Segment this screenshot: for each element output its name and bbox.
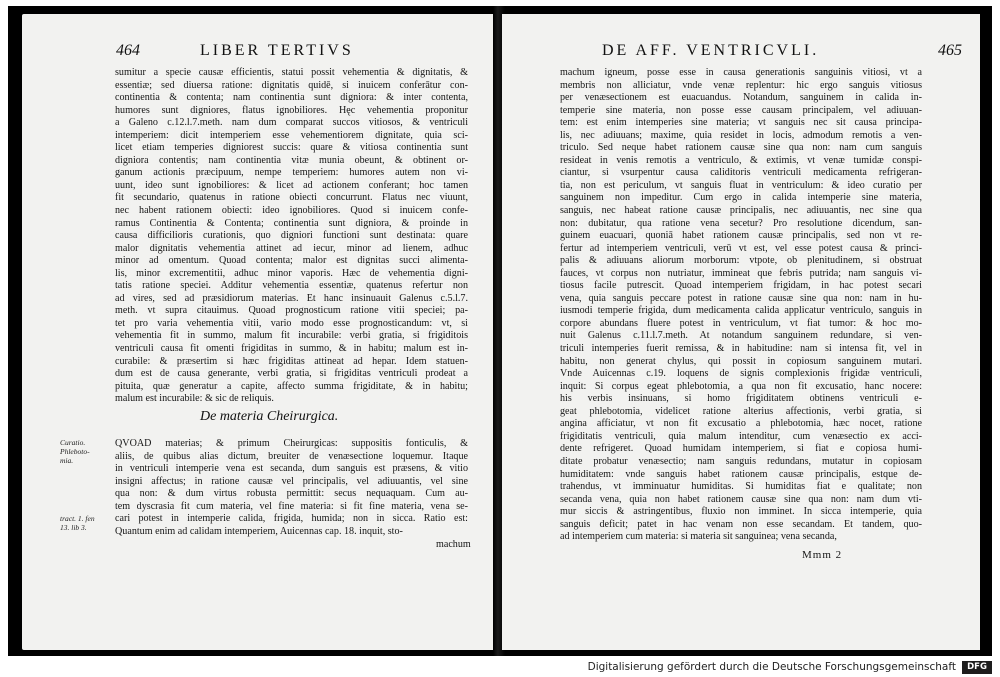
signature-mark: Mmm 2 [802, 549, 843, 561]
right-text-line: temperie sine materia, non posse esse causam principalem, vel adiuuan- [560, 104, 922, 116]
catchword: machum [436, 539, 471, 550]
left-text-top-line: tet pro varia vehementia vitii, vario modo esse prognosticandum: vt, si [115, 317, 468, 329]
right-text-line: nuit Galenus c.11.l.7.meth. At notandum sanguinem redundare, si ven- [560, 330, 922, 342]
right-text-line: humiditatem: vnde sanguis habet rationem causæ principalis, estque de- [560, 468, 922, 480]
right-text-line: mur siccis & astringentibus, fluxio non imminet. In sicca intemperie, quia [560, 506, 922, 518]
right-text-line: fauces, vt corpus non nutriatur, immineat que febris putrida; nam sanguis vi- [560, 267, 922, 279]
right-text-line: per venæsectionem est euacuandus. Notandum, sanguinem in calida in- [560, 92, 922, 104]
left-text-top-line: meth. vt supra citauimus. Quoad prognosticum ratione vitii speciei; pa- [115, 305, 468, 317]
left-text-top-line: uunt, ideo sunt ignobiliores: & licet ad actionem conferant; hoc tamen [115, 179, 468, 191]
left-text-top-line: minor ad omentum. Quoad contenta; malor est dignitas succi alimenta- [115, 255, 468, 267]
left-text-bottom-line: tem dyscrasia fit cum materia, vel fine materia: si fit fine materia, vena se- [115, 500, 468, 512]
funding-notice: Digitalisierung gefördert durch die Deutsche Forschungsgemeinschaft [587, 661, 956, 673]
right-text-line: vena, quia sanguis peccare potest in ratione causæ sine qua non: nam in hu- [560, 292, 922, 304]
left-text-top-line: tatis ratione speciei. Additur vehementia essentiæ, quatenus refertur non [115, 280, 468, 292]
left-running-head: LIBER TERTIVS [200, 42, 354, 59]
dfg-logo: DFG [962, 661, 992, 674]
left-text-top-line: ganum actionis præcipuum, nempe temperiem: humores autem non vi- [115, 167, 468, 179]
right-text-line: sanguinem non impeditur. Cum ergo in calida intemperie sine materia, [560, 192, 922, 204]
right-text-line: angina afficiatur, vt non fit excusatio a phlebotomia, hæc nocet, ratione [560, 418, 922, 430]
right-text-line: sanguis deficit; patet in hac venam non esse secandam. Et tandem, quo- [560, 518, 922, 530]
footer-bar [0, 660, 1000, 677]
right-text-line: his verbis insinuans, si homo frigiditatem obtinens ventriculi e- [560, 393, 922, 405]
right-text-line: trahendus, vt imminuatur humiditas. Si humiditas fiat e qualitate; non [560, 481, 922, 493]
left-text-top-line: vehementia fit in summo, malum fit incurabile: verbi gratia, si frigiditois [115, 330, 468, 342]
right-text-line: inquit: Si corpus egeat phlebotomia, a qua non fit excusatio, hanc nocere: [560, 380, 922, 392]
right-text-line: geat phlebotomia, videlicet ratione alterius affectionis, verbi gratia, si [560, 405, 922, 417]
right-text-line: ciantur, si vsurpentur causa caliditoris ventriculi medicamenta refrigeran- [560, 167, 922, 179]
left-page [22, 14, 496, 650]
left-text-top-line: malum est incurabile: & sic de reliquis. [115, 393, 274, 405]
book-scan [8, 6, 992, 656]
left-text-bottom-line: QVOAD materias; & primum Cheirurgicas: suppositis fonticulis, & [115, 438, 468, 449]
right-text-line: membris non alliciatur, vnde venæ replentur: hic ergo sanguis vitiosus [560, 79, 922, 91]
right-text-line: lis, nec adiuuans; maxime, quia residet in locis, admodum remotis a ven- [560, 129, 922, 141]
left-text-top-line: a Galeno c.12.l.7.meth. nam dum comparat succos vitiosos, & ventriculi [115, 117, 468, 129]
left-text-top-line: essentiæ; sed diuersa ratione: dignitatis quidē, si inuicem conferātur con- [115, 79, 468, 91]
right-text-line: machum igneum, posse esse in causa generationis sanguinis vitiosi, vt a [560, 67, 922, 78]
left-text-top-line: licet etiam temperies digniorest succis: quare & vitiosa continentia sunt [115, 142, 468, 154]
right-text-line: fertur ad intemperiem ventriculi, verū vt est, vel esse potest causa & princi- [560, 242, 922, 254]
right-running-head: DE AFF. VENTRICVLI. [602, 42, 820, 59]
right-page [502, 14, 980, 650]
left-text-bottom-line: aliis, de quibus alias dictum, breuiter de venæsectione loquemur. Itaque [115, 450, 468, 462]
left-text-top [115, 67, 468, 406]
right-text-line: frigiditatis ventriculi, quia malum intenditur, cum venæsectio ex acci- [560, 430, 922, 442]
left-text-top-line: dum est de causa generante, verbi gratia, si frigiditas ventriculi prodeat a [115, 368, 468, 380]
left-text-bottom-line: qua non: & dum virtus robusta permittit: secus nequaquam. Cum au- [115, 488, 468, 500]
right-text-line: non: dubitatur, qua ratione vena secetur? Pro resolutione dicendum, san- [560, 217, 922, 229]
left-text-top-line: digniora contentis; nam continentia vitæ munia obeunt, & obtinent or- [115, 154, 468, 166]
left-text-top-line: ventriculi causa fit omenti frigiditas in summo, & in habitu; malum est in- [115, 343, 468, 355]
right-text-line: corpore abundans fluere potest in ventriculum, vt fiat tumor: & hoc mo- [560, 317, 922, 329]
left-text-bottom-line: in ventriculi intemperie vena est secanda, dum sanguis est præsens, & vitio [115, 463, 468, 475]
right-text-line: triculo. Sed neque habet rationem causæ sine qua non: nam cum sanguis [560, 142, 922, 154]
right-text-line: guinem euacuari, quoniā habet rationem causæ principalis, sed non vt re- [560, 230, 922, 242]
right-text-line: iusmodi temperie frigida, dum medicamenta calida applicatur ventriculo, sanguis in [560, 305, 922, 317]
left-text-bottom [115, 438, 468, 538]
right-text-line: triculi intemperies fuerit remissa, & in habitudine: nam si intensa fit, vel in [560, 343, 922, 355]
right-text-line: tem: est enim intemperies sine materia; vt sanguis nec sit causa principa- [560, 117, 922, 129]
right-text-line: resideat in venis remotis a ventriculo, & extimis, vt venæ tumidæ conspi- [560, 154, 922, 166]
right-text-line: tiosus facile putrescit. Quoad intemperiem frigidam, in hac potest secari [560, 280, 922, 292]
left-text-top-line: lis, minor excrementitii, adhuc minor vaporis. Hæc de vehementia digni- [115, 267, 468, 279]
left-text-bottom-line: insigni affectus; in ratione causæ vel principalis, vel adiuuantis, vel sine [115, 475, 468, 487]
left-text-top-line: intemperiem: dicit intemperiem esse vehementiorem dignitate, quia sci- [115, 129, 468, 141]
left-text-bottom-line: cari potest in intemperie calida, frigida, humida; non in sicca. Ratio est: [115, 513, 468, 525]
left-text-top-line: malor dignitatis vehementia attinet ad iecur, minor ad lienem, adhuc [115, 242, 468, 254]
left-text-top-line: sumitur a specie causæ efficientis, statui possit vehementia & dignitatis, & [115, 67, 468, 78]
left-text-top-line: nec habent rationem obiecti: ideo ignobiliores. Quod si inuicem confe- [115, 205, 468, 217]
right-text-line: sanguis, nec habeat ratione causæ principalis, nec adiuuantis, nec sine qua [560, 205, 922, 217]
left-text-bottom-line: Quantum enim ad calidam intemperiem, Auicennas cap. 18. inquit, sto- [115, 525, 403, 537]
left-text-top-line: ramus Continentia & Contenta; continentia sunt digniora, & proinde in [115, 217, 468, 229]
right-text-line: palis & adiuuans aliorum morborum: vtpote, ob plenitudinem, si obstruat [560, 255, 922, 267]
right-text-line: tia, non est periculum, vt sanguis fluat in ventriculum: & ideo curatio per [560, 179, 922, 191]
margin-note-reference: tract. 1. fen 13. lib 3. [60, 514, 95, 532]
left-text-top-line: causa difficilioris curationis, quo digniori functioni sunt destinata: quare [115, 230, 468, 242]
right-folio: 465 [938, 42, 962, 59]
left-text-top-line: curabile: & præsertim si hæc frigiditas attineat ad hepar. Idem statuen- [115, 355, 468, 367]
margin-note-curatio: Curatio. Phleboto- mia. [60, 438, 90, 465]
right-text [560, 67, 922, 544]
left-text-top-line: ad vires, sed ad præsidiorum materias. Et hanc insinuauit Galenus c.5.l.7. [115, 292, 468, 304]
left-text-top-line: continentia & contenta; nam continentia sunt digniora: & inter contenta, [115, 92, 468, 104]
right-text-line: habitu, non generat chylus, qui possit in copiosum sanguinem mutari. [560, 355, 922, 367]
right-text-line: ditate probatur venæsectio; nam sanguis redundans, mutatur in copiosam [560, 455, 922, 467]
right-text-line: ad intemperiem cum materia: si materia sit sanguinea; vena secanda, [560, 531, 837, 543]
section-heading: De materia Cheirurgica. [200, 409, 339, 424]
left-text-top-line: fit secundario, quatenus in ratione obiecti concurrunt. Flatus nec viuunt, [115, 192, 468, 204]
right-text-line: Vnde Auicennas c.19. loquens de signis complexionis frigidæ ventriculi, [560, 368, 922, 380]
left-folio: 464 [116, 42, 140, 59]
left-text-top-line: humores sunt digniores, flatus ignobiliores. Hęc vehementia proponitur [115, 104, 468, 116]
right-text-line: secanda vena, quia non habet rationem causæ sine qua non: nam dum vti- [560, 493, 922, 505]
right-text-line: dente refrigeret. Quoad humidam intemperiem, si fiat e copiosa humi- [560, 443, 922, 455]
left-text-top-line: pituita, quæ generatur a capite, affecto summa frigiditate, & in habitu; [115, 380, 468, 392]
